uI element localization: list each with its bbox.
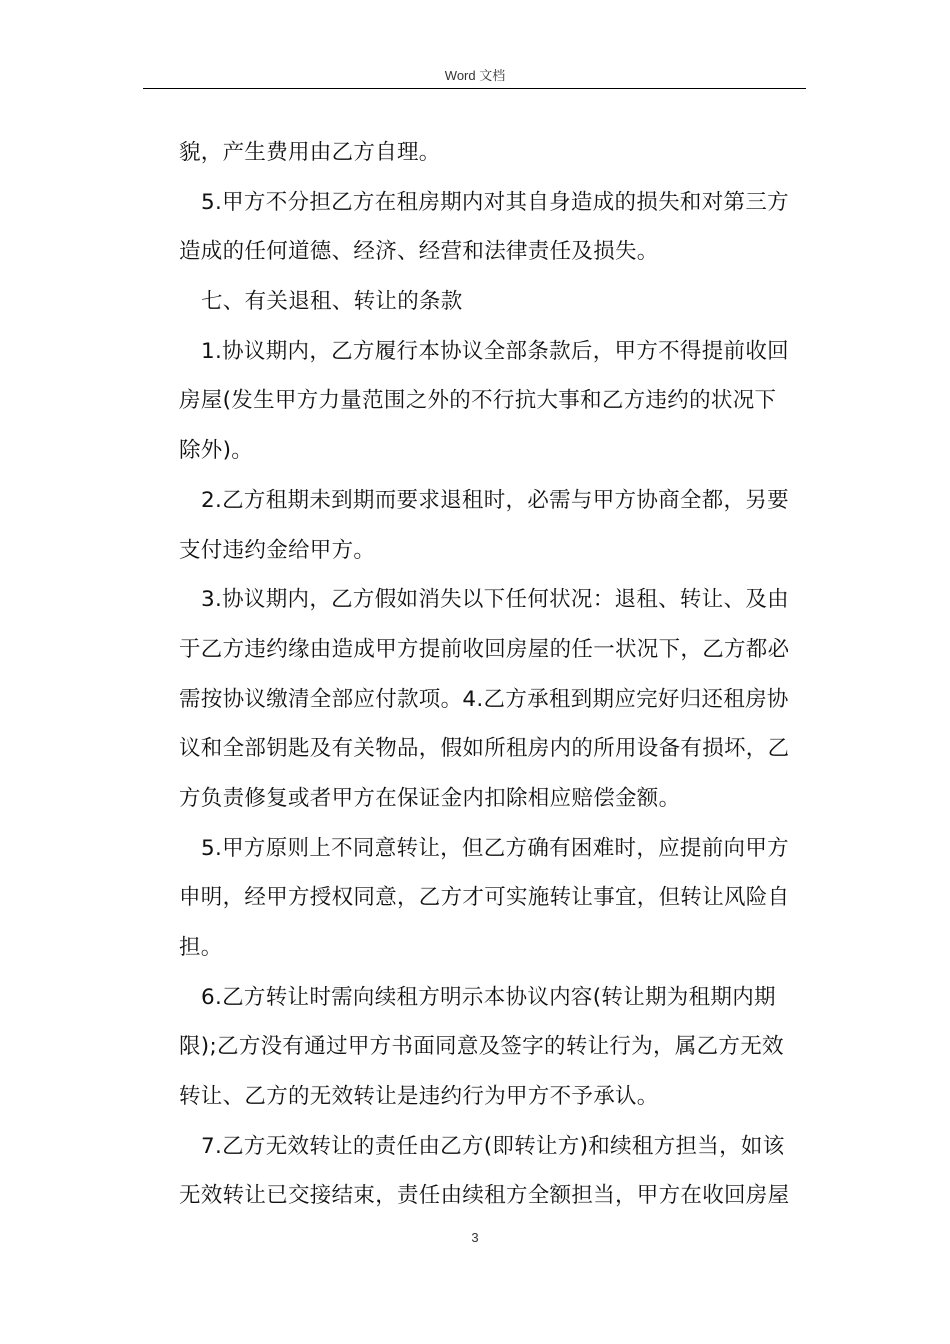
text-line: 貌，产生费用由乙方自理。 [179, 140, 441, 165]
text-line: 于乙方违约缘由造成甲方提前收回房屋的任一状况下，乙方都必 [179, 636, 790, 662]
text-line: 2.乙方租期未到期而要求退租时，必需与甲方协商全都，另要 [201, 487, 789, 513]
section-heading: 七、有关退租、转让的条款 [201, 289, 463, 315]
text-line: 转让、乙方的无效转让是违约行为甲方不予承认。 [179, 1084, 659, 1110]
text-line: 担。 [179, 935, 223, 960]
text-line: 房屋(发生甲方力量范围之外的不行抗大事和乙方违约的状况下 [179, 388, 777, 414]
text-line: 除外)。 [179, 438, 254, 464]
text-line: 需按协议缴清全部应付款项。4.乙方承租到期应完好归还租房协 [179, 686, 789, 712]
text-line: 支付违约金给甲方。 [179, 537, 376, 563]
text-line: 申明，经甲方授权同意，乙方才可实施转让事宜，但转让风险自 [179, 885, 790, 911]
text-line: 方负责修复或者甲方在保证金内扣除相应赔偿金额。 [179, 785, 681, 811]
text-line: 5.甲方不分担乙方在租房期内对其自身造成的损失和对第三方 [201, 189, 789, 215]
header-divider [143, 88, 806, 89]
text-line: 无效转让已交接结束，责任由续租方全额担当，甲方在收回房屋 [179, 1183, 790, 1209]
document-body [179, 128, 819, 1221]
text-line: 3.协议期内，乙方假如消失以下任何状况：退租、转让、及由 [201, 587, 789, 613]
text-line: 7.乙方无效转让的责任由乙方(即转让方)和续租方担当，如该 [201, 1133, 785, 1159]
text-line: 造成的任何道德、经济、经营和法律责任及损失。 [179, 239, 659, 265]
text-line: 1.协议期内，乙方履行本协议全部条款后，甲方不得提前收回 [201, 338, 789, 364]
text-line: 限);乙方没有通过甲方书面同意及签字的转让行为，属乙方无效 [179, 1034, 784, 1060]
text-line: 5.甲方原则上不同意转让，但乙方确有困难时，应提前向甲方 [201, 835, 789, 861]
page-number: 3 [471, 1230, 479, 1245]
page-header: Word 文档 [444, 68, 506, 83]
text-line: 6.乙方转让时需向续租方明示本协议内容(转让期为租期内期 [201, 984, 776, 1010]
text-line: 议和全部钥匙及有关物品，假如所租房内的所用设备有损坏，乙 [179, 736, 790, 762]
